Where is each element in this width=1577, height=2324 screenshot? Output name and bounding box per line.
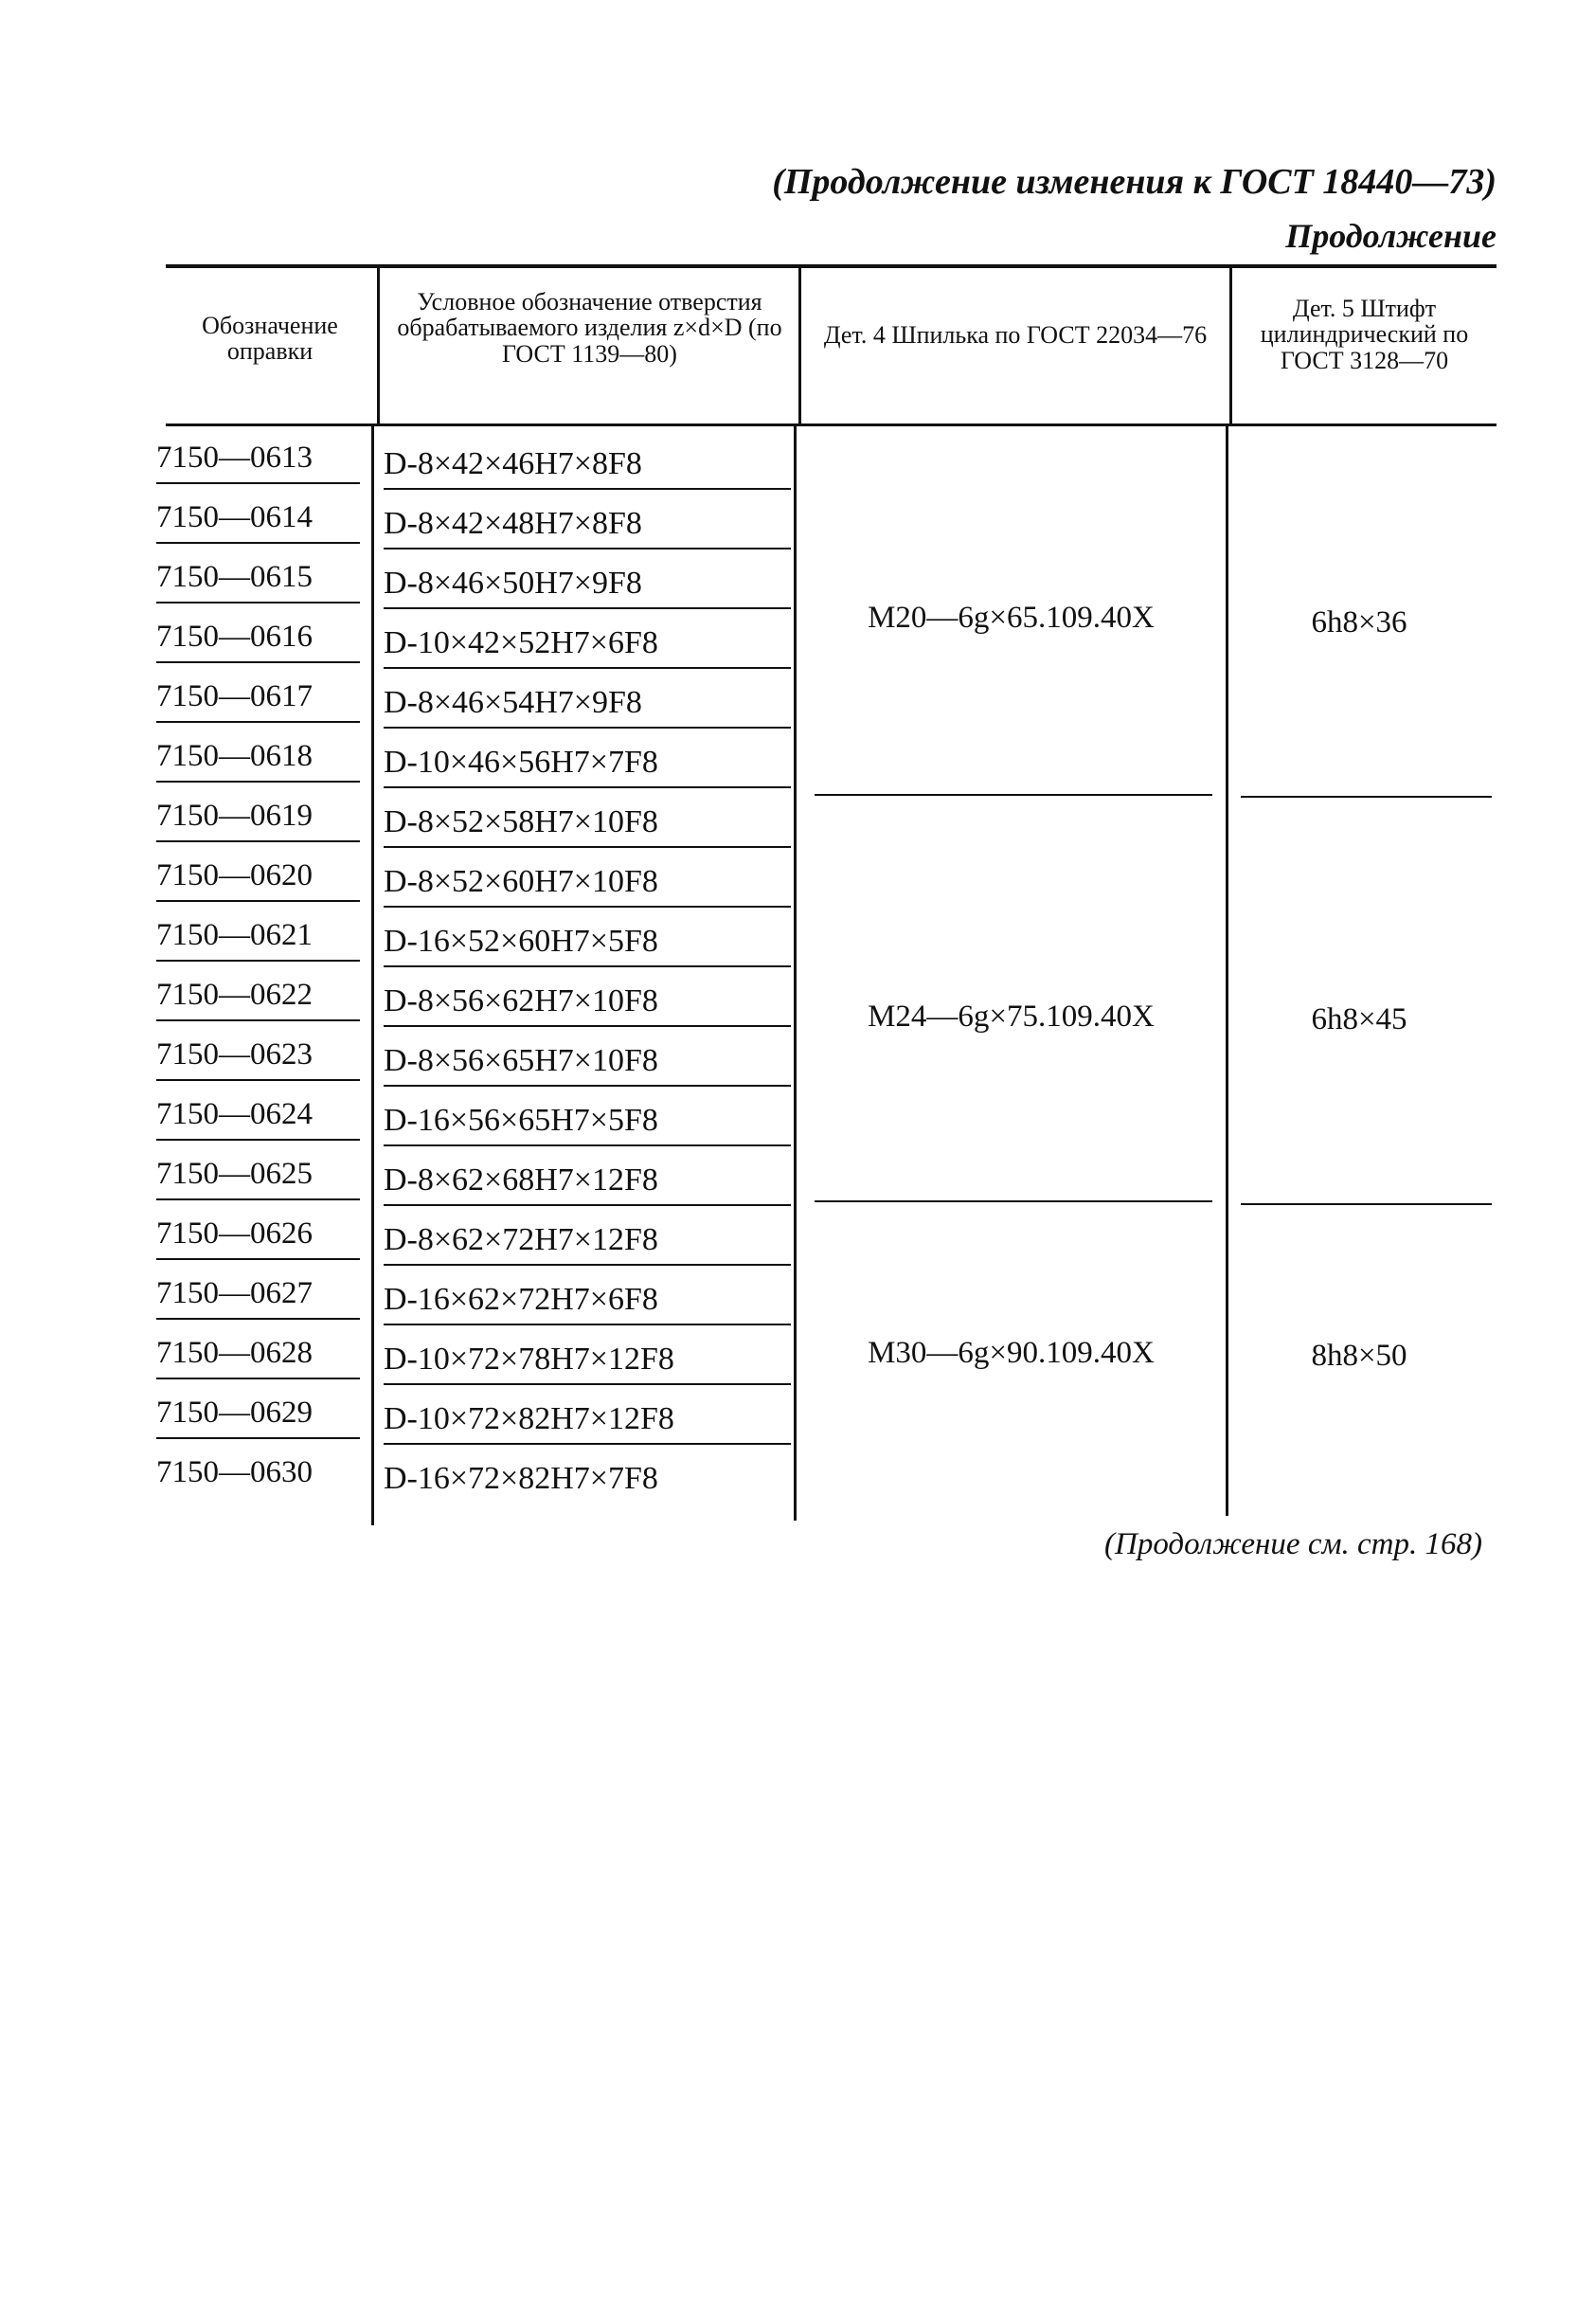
group-separator bbox=[1241, 1203, 1492, 1205]
row-designation: D-8×56×65H7×10F8 bbox=[384, 1043, 658, 1078]
pin-value: 8h8×50 bbox=[1311, 1339, 1407, 1373]
designation-underline bbox=[384, 906, 791, 908]
row-code: 7150—0618 bbox=[156, 739, 313, 773]
body-divider-1 bbox=[371, 426, 374, 1525]
row-designation: D-16×56×65H7×5F8 bbox=[384, 1103, 658, 1138]
row-designation: D-8×46×50H7×9F8 bbox=[384, 566, 642, 601]
row-code: 7150—0619 bbox=[156, 799, 313, 833]
column-divider-1 bbox=[377, 268, 380, 423]
continuation-label: Продолжение bbox=[1285, 217, 1496, 255]
column-divider-3 bbox=[1229, 268, 1232, 423]
row-code: 7150—0624 bbox=[156, 1097, 313, 1131]
row-designation: D-8×42×46H7×8F8 bbox=[384, 446, 642, 481]
designation-underline bbox=[384, 1085, 791, 1087]
row-designation: D-16×52×60H7×5F8 bbox=[384, 924, 658, 959]
header-col-stud: Дет. 4 Шпилька по ГОСТ 22034—76 bbox=[823, 321, 1208, 349]
footer-note: (Продолжение см. стр. 168) bbox=[1104, 1527, 1482, 1561]
code-underline bbox=[156, 781, 360, 783]
code-underline bbox=[156, 602, 360, 604]
table-top-rule bbox=[166, 264, 1496, 268]
row-code: 7150—0629 bbox=[156, 1396, 313, 1430]
row-code: 7150—0625 bbox=[156, 1157, 313, 1191]
row-code: 7150—0626 bbox=[156, 1216, 313, 1251]
code-underline bbox=[156, 1258, 360, 1260]
row-code: 7150—0623 bbox=[156, 1037, 313, 1072]
header-col-designation: Условное обозначение отверстия обрабатываемого изделия z×d×D (по ГОСТ 1139—80) bbox=[397, 288, 782, 368]
designation-underline bbox=[384, 667, 791, 669]
header-col-pin: Дет. 5 Штифт цилиндрический по ГОСТ 3128—70 bbox=[1260, 295, 1469, 374]
designation-underline bbox=[384, 1324, 791, 1325]
row-code: 7150—0617 bbox=[156, 679, 313, 713]
pin-value: 6h8×36 bbox=[1311, 605, 1407, 640]
code-underline bbox=[156, 661, 360, 663]
designation-underline bbox=[384, 786, 791, 788]
designation-underline bbox=[384, 727, 791, 729]
row-designation: D-8×46×54H7×9F8 bbox=[384, 685, 642, 720]
designation-underline bbox=[384, 846, 791, 848]
row-code: 7150—0616 bbox=[156, 620, 313, 654]
row-code: 7150—0614 bbox=[156, 500, 313, 534]
table-header-rule bbox=[166, 423, 1496, 426]
row-designation: D-8×62×68H7×12F8 bbox=[384, 1162, 658, 1198]
row-designation: D-8×42×48H7×8F8 bbox=[384, 506, 642, 541]
body-divider-2 bbox=[794, 426, 797, 1521]
row-designation: D-16×62×72H7×6F8 bbox=[384, 1282, 658, 1317]
row-designation: D-8×52×58H7×10F8 bbox=[384, 804, 658, 839]
code-underline bbox=[156, 1318, 360, 1320]
row-designation: D-10×72×78H7×12F8 bbox=[384, 1342, 674, 1377]
row-code: 7150—0630 bbox=[156, 1455, 313, 1489]
designation-underline bbox=[384, 488, 791, 490]
row-code: 7150—0615 bbox=[156, 560, 313, 594]
group-separator bbox=[815, 794, 1212, 796]
designation-underline bbox=[384, 548, 791, 549]
row-designation: D-8×52×60H7×10F8 bbox=[384, 864, 658, 899]
pin-value: 6h8×45 bbox=[1311, 1002, 1407, 1036]
designation-underline bbox=[384, 965, 791, 967]
designation-underline bbox=[384, 1144, 791, 1146]
designation-underline bbox=[384, 1204, 791, 1206]
header-col-code: Обозначение оправки bbox=[202, 312, 338, 366]
row-code: 7150—0620 bbox=[156, 858, 313, 892]
code-underline bbox=[156, 482, 360, 484]
row-code: 7150—0613 bbox=[156, 441, 313, 475]
body-divider-3 bbox=[1226, 426, 1228, 1516]
code-underline bbox=[156, 542, 360, 544]
designation-underline bbox=[384, 1383, 791, 1385]
group-separator bbox=[815, 1200, 1212, 1202]
row-designation: D-16×72×82H7×7F8 bbox=[384, 1461, 658, 1496]
code-underline bbox=[156, 1079, 360, 1081]
code-underline bbox=[156, 1019, 360, 1021]
code-underline bbox=[156, 1378, 360, 1379]
designation-underline bbox=[384, 607, 791, 609]
code-underline bbox=[156, 960, 360, 962]
code-underline bbox=[156, 1198, 360, 1200]
row-code: 7150—0622 bbox=[156, 978, 313, 1012]
code-underline bbox=[156, 1437, 360, 1439]
row-designation: D-10×46×56H7×7F8 bbox=[384, 745, 658, 780]
row-designation: D-10×72×82H7×12F8 bbox=[384, 1401, 674, 1436]
stud-value: M24—6g×75.109.40X bbox=[868, 1000, 1155, 1034]
code-underline bbox=[156, 1139, 360, 1141]
row-code: 7150—0627 bbox=[156, 1276, 313, 1310]
group-separator bbox=[1241, 796, 1492, 798]
stud-value: M30—6g×90.109.40X bbox=[868, 1336, 1155, 1370]
row-code: 7150—0628 bbox=[156, 1336, 313, 1370]
document-title: (Продолжение изменения к ГОСТ 18440—73) bbox=[772, 162, 1496, 202]
code-underline bbox=[156, 840, 360, 842]
row-designation: D-10×42×52H7×6F8 bbox=[384, 625, 658, 660]
stud-value: M20—6g×65.109.40X bbox=[868, 601, 1155, 635]
code-underline bbox=[156, 900, 360, 902]
designation-underline bbox=[384, 1264, 791, 1266]
designation-underline bbox=[384, 1443, 791, 1445]
row-designation: D-8×62×72H7×12F8 bbox=[384, 1222, 658, 1257]
row-code: 7150—0621 bbox=[156, 918, 313, 952]
code-underline bbox=[156, 721, 360, 723]
designation-underline bbox=[384, 1025, 791, 1027]
row-designation: D-8×56×62H7×10F8 bbox=[384, 983, 658, 1018]
column-divider-2 bbox=[798, 268, 801, 423]
